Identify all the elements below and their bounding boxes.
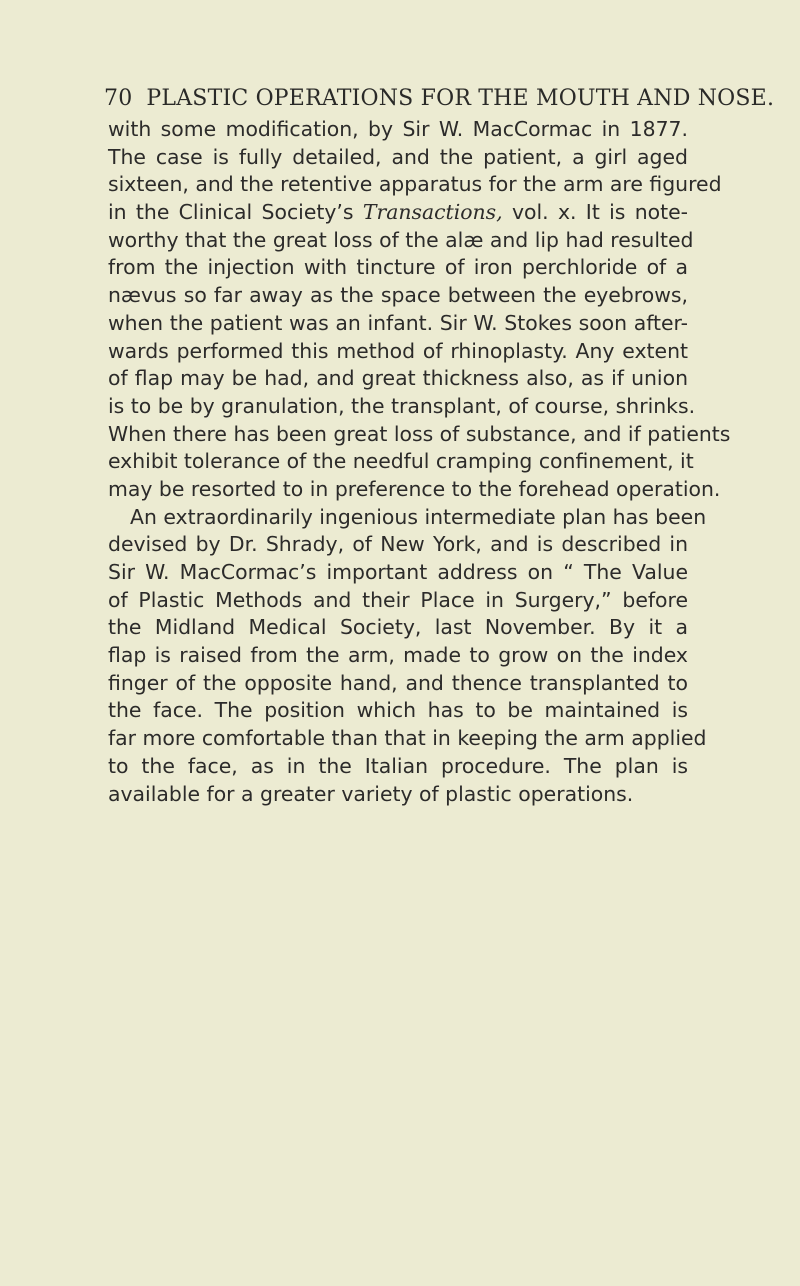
text-line: when the patient was an infant. Sir W. Stokes soon after- [108,310,688,335]
text-line: finger of the opposite hand, and thence transplanted to [108,670,688,695]
body-text [108,116,731,808]
text-line: worthy that the great loss of the alæ and lip had resulted [108,227,694,252]
text-line: to the face, as in the Italian procedure. The plan is [108,753,688,778]
text-line: An extraordinarily ingenious intermediate plan has been [130,504,707,529]
text-segment: in the Clinical Society’s [108,200,354,225]
text-line: of flap may be had, and great thickness also, as if union [108,366,688,391]
text-line: flap is raised from the arm, made to grow on the index [108,643,688,668]
text-line: with some modification, by Sir W. MacCormac in 1877. [108,117,688,141]
text-line: devised by Dr. Shrady, of New York, and is described in [108,532,688,557]
text-line: nævus so far away as the space between the eyebrows, [108,283,688,308]
text-line: may be resorted to in preference to the forehead operation. [108,476,721,501]
text-segment: vol. x. It is note- [511,200,689,225]
text-line: exhibit tolerance of the needful cramping confinement, it [108,449,694,474]
text-line: from the injection with tincture of iron perchloride of a [108,255,688,280]
text-line: When there has been great loss of substance, and if patients [108,421,731,446]
running-header [104,86,775,116]
text-line: wards performed this method of rhinoplasty. Any extent [108,338,688,363]
text-line: Sir W. MacCormac’s important address on “ The Value [108,560,688,584]
text-line: is to be by granulation, the transplant, of course, shrinks. [108,393,696,418]
text-line: available for a greater variety of plastic operations. [108,781,634,806]
text-line: the Midland Medical Society, last November. By it a [108,615,688,640]
text-line [108,199,688,227]
text-line: sixteen, and the retentive apparatus for the arm are figured [108,172,722,197]
text-line: far more comfortable than that in keeping the arm applied [108,726,707,751]
running-title: PLASTIC OPERATIONS FOR THE MOUTH AND NOSE. [146,86,775,111]
journal-title: Transactions, [362,200,503,225]
text-line: the face. The position which has to be maintained is [108,698,688,723]
text-line: The case is fully detailed, and the patient, a girl aged [108,144,688,169]
text-line: of Plastic Methods and their Place in Surgery,” before [108,587,688,612]
page-number: 70 [104,86,133,111]
